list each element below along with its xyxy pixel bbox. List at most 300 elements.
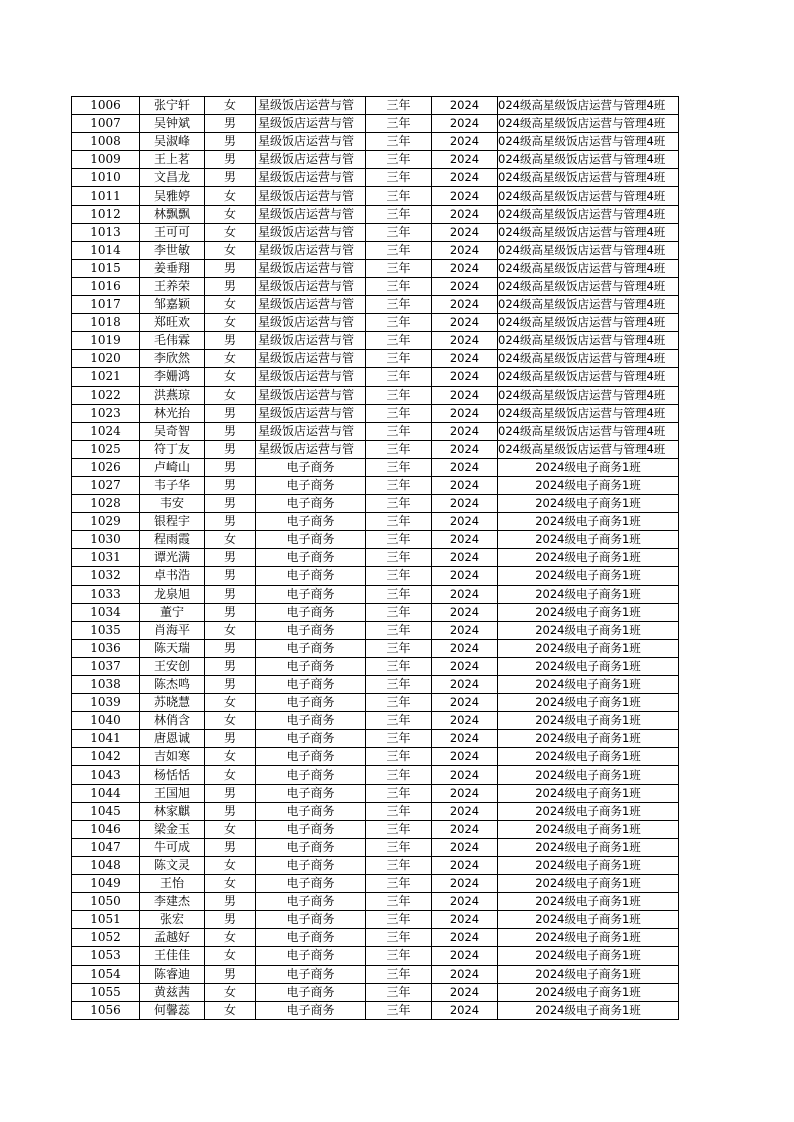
class-name-cell: 2024级电子商务1班 (498, 657, 679, 675)
table-row (72, 748, 679, 766)
table-row (72, 115, 679, 133)
grade-year-cell: 2024 (432, 567, 498, 585)
student-name-cell: 文昌龙 (140, 169, 205, 187)
duration-cell: 三年 (366, 458, 432, 476)
student-roster-table (71, 96, 679, 1020)
gender-cell: 女 (205, 531, 256, 549)
gender-cell: 女 (205, 241, 256, 259)
student-name-cell: 吴雅婷 (140, 187, 205, 205)
major-cell: 电子商务 (256, 965, 366, 983)
duration-cell: 三年 (366, 350, 432, 368)
student-name-cell: 邹嘉颖 (140, 296, 205, 314)
grade-year-cell: 2024 (432, 422, 498, 440)
duration-cell: 三年 (366, 694, 432, 712)
table-row (72, 350, 679, 368)
duration-cell: 三年 (366, 784, 432, 802)
class-name-cell: 2024级电子商务1班 (498, 549, 679, 567)
gender-cell: 男 (205, 585, 256, 603)
major-cell: 星级饭店运营与管 (256, 277, 366, 295)
duration-cell: 三年 (366, 730, 432, 748)
student-name-cell: 林飘飘 (140, 205, 205, 223)
table-row (72, 386, 679, 404)
grade-year-cell: 2024 (432, 621, 498, 639)
gender-cell: 男 (205, 549, 256, 567)
table-row (72, 422, 679, 440)
class-name-cell: 2024级电子商务1班 (498, 766, 679, 784)
grade-year-cell: 2024 (432, 784, 498, 802)
student-name-cell: 张宁轩 (140, 97, 205, 115)
class-name-cell: 024级高星级饭店运营与管理4班 (498, 223, 679, 241)
gender-cell: 女 (205, 766, 256, 784)
grade-year-cell: 2024 (432, 585, 498, 603)
gender-cell: 女 (205, 205, 256, 223)
major-cell: 星级饭店运营与管 (256, 350, 366, 368)
student-name-cell: 吉如寒 (140, 748, 205, 766)
table-row (72, 513, 679, 531)
student-name-cell: 王怡 (140, 875, 205, 893)
duration-cell: 三年 (366, 440, 432, 458)
major-cell: 电子商务 (256, 893, 366, 911)
major-cell: 电子商务 (256, 531, 366, 549)
table-row (72, 314, 679, 332)
student-name-cell: 毛伟霖 (140, 332, 205, 350)
grade-year-cell: 2024 (432, 513, 498, 531)
class-name-cell: 2024级电子商务1班 (498, 784, 679, 802)
student-id-cell: 1035 (72, 621, 140, 639)
class-name-cell: 2024级电子商务1班 (498, 911, 679, 929)
duration-cell: 三年 (366, 476, 432, 494)
student-name-cell: 卢崎山 (140, 458, 205, 476)
grade-year-cell: 2024 (432, 730, 498, 748)
student-id-cell: 1013 (72, 223, 140, 241)
table-row (72, 802, 679, 820)
student-id-cell: 1054 (72, 965, 140, 983)
student-name-cell: 姜垂翔 (140, 259, 205, 277)
duration-cell: 三年 (366, 205, 432, 223)
major-cell: 电子商务 (256, 820, 366, 838)
gender-cell: 男 (205, 838, 256, 856)
student-id-cell: 1022 (72, 386, 140, 404)
student-id-cell: 1052 (72, 929, 140, 947)
student-name-cell: 王佳佳 (140, 947, 205, 965)
student-name-cell: 韦子华 (140, 476, 205, 494)
table-row (72, 223, 679, 241)
gender-cell: 男 (205, 115, 256, 133)
student-id-cell: 1055 (72, 983, 140, 1001)
major-cell: 电子商务 (256, 621, 366, 639)
grade-year-cell: 2024 (432, 983, 498, 1001)
major-cell: 星级饭店运营与管 (256, 259, 366, 277)
major-cell: 电子商务 (256, 458, 366, 476)
major-cell: 电子商务 (256, 694, 366, 712)
student-id-cell: 1032 (72, 567, 140, 585)
duration-cell: 三年 (366, 187, 432, 205)
major-cell: 星级饭店运营与管 (256, 422, 366, 440)
gender-cell: 女 (205, 875, 256, 893)
student-id-cell: 1007 (72, 115, 140, 133)
duration-cell: 三年 (366, 965, 432, 983)
major-cell: 电子商务 (256, 657, 366, 675)
major-cell: 星级饭店运营与管 (256, 187, 366, 205)
class-name-cell: 2024级电子商务1班 (498, 603, 679, 621)
gender-cell: 女 (205, 187, 256, 205)
class-name-cell: 2024级电子商务1班 (498, 531, 679, 549)
student-id-cell: 1048 (72, 856, 140, 874)
class-name-cell: 2024级电子商务1班 (498, 567, 679, 585)
table-row (72, 476, 679, 494)
student-id-cell: 1020 (72, 350, 140, 368)
duration-cell: 三年 (366, 531, 432, 549)
student-id-cell: 1010 (72, 169, 140, 187)
class-name-cell: 024级高星级饭店运营与管理4班 (498, 97, 679, 115)
duration-cell: 三年 (366, 223, 432, 241)
student-id-cell: 1011 (72, 187, 140, 205)
student-name-cell: 林光抬 (140, 404, 205, 422)
table-row (72, 929, 679, 947)
class-name-cell: 2024级电子商务1班 (498, 495, 679, 513)
duration-cell: 三年 (366, 549, 432, 567)
student-name-cell: 唐恩诚 (140, 730, 205, 748)
student-id-cell: 1043 (72, 766, 140, 784)
student-name-cell: 陈睿迪 (140, 965, 205, 983)
duration-cell: 三年 (366, 676, 432, 694)
major-cell: 电子商务 (256, 929, 366, 947)
table-row (72, 169, 679, 187)
student-id-cell: 1026 (72, 458, 140, 476)
duration-cell: 三年 (366, 621, 432, 639)
student-name-cell: 李世敏 (140, 241, 205, 259)
student-name-cell: 王上茗 (140, 151, 205, 169)
class-name-cell: 2024级电子商务1班 (498, 947, 679, 965)
major-cell: 电子商务 (256, 513, 366, 531)
major-cell: 电子商务 (256, 875, 366, 893)
gender-cell: 男 (205, 639, 256, 657)
class-name-cell: 2024级电子商务1班 (498, 621, 679, 639)
student-id-cell: 1038 (72, 676, 140, 694)
student-id-cell: 1039 (72, 694, 140, 712)
student-name-cell: 张宏 (140, 911, 205, 929)
table-row (72, 205, 679, 223)
grade-year-cell: 2024 (432, 802, 498, 820)
duration-cell: 三年 (366, 1001, 432, 1019)
student-id-cell: 1009 (72, 151, 140, 169)
student-id-cell: 1016 (72, 277, 140, 295)
major-cell: 星级饭店运营与管 (256, 314, 366, 332)
duration-cell: 三年 (366, 386, 432, 404)
grade-year-cell: 2024 (432, 187, 498, 205)
major-cell: 电子商务 (256, 838, 366, 856)
gender-cell: 男 (205, 440, 256, 458)
major-cell: 电子商务 (256, 585, 366, 603)
gender-cell: 男 (205, 802, 256, 820)
major-cell: 星级饭店运营与管 (256, 133, 366, 151)
grade-year-cell: 2024 (432, 694, 498, 712)
class-name-cell: 2024级电子商务1班 (498, 893, 679, 911)
student-id-cell: 1053 (72, 947, 140, 965)
major-cell: 电子商务 (256, 567, 366, 585)
class-name-cell: 024级高星级饭店运营与管理4班 (498, 277, 679, 295)
student-id-cell: 1024 (72, 422, 140, 440)
class-name-cell: 024级高星级饭店运营与管理4班 (498, 296, 679, 314)
duration-cell: 三年 (366, 259, 432, 277)
duration-cell: 三年 (366, 314, 432, 332)
major-cell: 电子商务 (256, 947, 366, 965)
table-row (72, 531, 679, 549)
class-name-cell: 024级高星级饭店运营与管理4班 (498, 422, 679, 440)
gender-cell: 男 (205, 495, 256, 513)
table-row (72, 332, 679, 350)
duration-cell: 三年 (366, 277, 432, 295)
student-id-cell: 1025 (72, 440, 140, 458)
class-name-cell: 2024级电子商务1班 (498, 838, 679, 856)
student-name-cell: 孟越好 (140, 929, 205, 947)
student-name-cell: 洪燕琼 (140, 386, 205, 404)
grade-year-cell: 2024 (432, 205, 498, 223)
grade-year-cell: 2024 (432, 458, 498, 476)
class-name-cell: 2024级电子商务1班 (498, 513, 679, 531)
gender-cell: 女 (205, 386, 256, 404)
grade-year-cell: 2024 (432, 404, 498, 422)
table-row (72, 259, 679, 277)
major-cell: 电子商务 (256, 784, 366, 802)
grade-year-cell: 2024 (432, 965, 498, 983)
student-name-cell: 吴淑峰 (140, 133, 205, 151)
gender-cell: 女 (205, 314, 256, 332)
duration-cell: 三年 (366, 657, 432, 675)
class-name-cell: 2024级电子商务1班 (498, 639, 679, 657)
grade-year-cell: 2024 (432, 1001, 498, 1019)
duration-cell: 三年 (366, 603, 432, 621)
grade-year-cell: 2024 (432, 133, 498, 151)
table-row (72, 893, 679, 911)
class-name-cell: 2024级电子商务1班 (498, 730, 679, 748)
student-name-cell: 黄兹茜 (140, 983, 205, 1001)
grade-year-cell: 2024 (432, 766, 498, 784)
grade-year-cell: 2024 (432, 603, 498, 621)
table-row (72, 730, 679, 748)
duration-cell: 三年 (366, 585, 432, 603)
student-name-cell: 王国旭 (140, 784, 205, 802)
major-cell: 星级饭店运营与管 (256, 205, 366, 223)
class-name-cell: 024级高星级饭店运营与管理4班 (498, 314, 679, 332)
gender-cell: 女 (205, 856, 256, 874)
grade-year-cell: 2024 (432, 169, 498, 187)
roster-body (72, 97, 679, 1020)
major-cell: 电子商务 (256, 1001, 366, 1019)
student-name-cell: 董宁 (140, 603, 205, 621)
grade-year-cell: 2024 (432, 893, 498, 911)
major-cell: 星级饭店运营与管 (256, 332, 366, 350)
duration-cell: 三年 (366, 820, 432, 838)
student-id-cell: 1046 (72, 820, 140, 838)
duration-cell: 三年 (366, 875, 432, 893)
student-id-cell: 1036 (72, 639, 140, 657)
grade-year-cell: 2024 (432, 838, 498, 856)
student-name-cell: 韦安 (140, 495, 205, 513)
student-name-cell: 何馨蕊 (140, 1001, 205, 1019)
class-name-cell: 024级高星级饭店运营与管理4班 (498, 386, 679, 404)
student-name-cell: 程雨霞 (140, 531, 205, 549)
major-cell: 电子商务 (256, 766, 366, 784)
class-name-cell: 024级高星级饭店运营与管理4班 (498, 440, 679, 458)
major-cell: 电子商务 (256, 911, 366, 929)
table-row (72, 766, 679, 784)
student-id-cell: 1018 (72, 314, 140, 332)
table-row (72, 603, 679, 621)
table-row (72, 676, 679, 694)
class-name-cell: 024级高星级饭店运营与管理4班 (498, 350, 679, 368)
duration-cell: 三年 (366, 893, 432, 911)
duration-cell: 三年 (366, 495, 432, 513)
major-cell: 星级饭店运营与管 (256, 440, 366, 458)
class-name-cell: 2024级电子商务1班 (498, 820, 679, 838)
grade-year-cell: 2024 (432, 929, 498, 947)
duration-cell: 三年 (366, 947, 432, 965)
class-name-cell: 024级高星级饭店运营与管理4班 (498, 151, 679, 169)
gender-cell: 男 (205, 404, 256, 422)
grade-year-cell: 2024 (432, 495, 498, 513)
student-id-cell: 1034 (72, 603, 140, 621)
gender-cell: 男 (205, 730, 256, 748)
table-row (72, 639, 679, 657)
class-name-cell: 024级高星级饭店运营与管理4班 (498, 187, 679, 205)
grade-year-cell: 2024 (432, 856, 498, 874)
table-row (72, 368, 679, 386)
gender-cell: 女 (205, 983, 256, 1001)
grade-year-cell: 2024 (432, 712, 498, 730)
student-id-cell: 1042 (72, 748, 140, 766)
gender-cell: 男 (205, 513, 256, 531)
student-id-cell: 1031 (72, 549, 140, 567)
duration-cell: 三年 (366, 97, 432, 115)
duration-cell: 三年 (366, 404, 432, 422)
major-cell: 电子商务 (256, 748, 366, 766)
student-id-cell: 1019 (72, 332, 140, 350)
table-row (72, 947, 679, 965)
student-id-cell: 1006 (72, 97, 140, 115)
student-id-cell: 1023 (72, 404, 140, 422)
student-name-cell: 郑旺欢 (140, 314, 205, 332)
duration-cell: 三年 (366, 513, 432, 531)
student-name-cell: 符丁友 (140, 440, 205, 458)
gender-cell: 女 (205, 97, 256, 115)
class-name-cell: 2024级电子商务1班 (498, 856, 679, 874)
gender-cell: 男 (205, 169, 256, 187)
table-row (72, 585, 679, 603)
gender-cell: 男 (205, 784, 256, 802)
student-name-cell: 肖海平 (140, 621, 205, 639)
major-cell: 电子商务 (256, 603, 366, 621)
table-row (72, 97, 679, 115)
table-row (72, 440, 679, 458)
table-row (72, 458, 679, 476)
grade-year-cell: 2024 (432, 549, 498, 567)
gender-cell: 男 (205, 458, 256, 476)
gender-cell: 女 (205, 694, 256, 712)
class-name-cell: 024级高星级饭店运营与管理4班 (498, 332, 679, 350)
class-name-cell: 024级高星级饭店运营与管理4班 (498, 259, 679, 277)
student-id-cell: 1044 (72, 784, 140, 802)
duration-cell: 三年 (366, 983, 432, 1001)
grade-year-cell: 2024 (432, 531, 498, 549)
table-row (72, 187, 679, 205)
major-cell: 电子商务 (256, 676, 366, 694)
class-name-cell: 2024级电子商务1班 (498, 476, 679, 494)
major-cell: 星级饭店运营与管 (256, 151, 366, 169)
student-id-cell: 1017 (72, 296, 140, 314)
major-cell: 电子商务 (256, 549, 366, 567)
duration-cell: 三年 (366, 115, 432, 133)
student-name-cell: 李姗鸿 (140, 368, 205, 386)
table-row (72, 965, 679, 983)
student-name-cell: 牛可成 (140, 838, 205, 856)
table-row (72, 784, 679, 802)
table-row (72, 712, 679, 730)
gender-cell: 女 (205, 748, 256, 766)
student-id-cell: 1014 (72, 241, 140, 259)
duration-cell: 三年 (366, 802, 432, 820)
grade-year-cell: 2024 (432, 368, 498, 386)
duration-cell: 三年 (366, 856, 432, 874)
table-row (72, 549, 679, 567)
table-row (72, 983, 679, 1001)
major-cell: 电子商务 (256, 856, 366, 874)
gender-cell: 女 (205, 947, 256, 965)
duration-cell: 三年 (366, 766, 432, 784)
table-row (72, 133, 679, 151)
class-name-cell: 2024级电子商务1班 (498, 585, 679, 603)
student-id-cell: 1030 (72, 531, 140, 549)
major-cell: 星级饭店运营与管 (256, 296, 366, 314)
major-cell: 星级饭店运营与管 (256, 368, 366, 386)
gender-cell: 男 (205, 259, 256, 277)
student-id-cell: 1015 (72, 259, 140, 277)
duration-cell: 三年 (366, 911, 432, 929)
student-id-cell: 1056 (72, 1001, 140, 1019)
class-name-cell: 2024级电子商务1班 (498, 676, 679, 694)
grade-year-cell: 2024 (432, 350, 498, 368)
class-name-cell: 024级高星级饭店运营与管理4班 (498, 241, 679, 259)
duration-cell: 三年 (366, 151, 432, 169)
gender-cell: 男 (205, 133, 256, 151)
duration-cell: 三年 (366, 639, 432, 657)
gender-cell: 男 (205, 603, 256, 621)
student-name-cell: 林家麒 (140, 802, 205, 820)
grade-year-cell: 2024 (432, 748, 498, 766)
major-cell: 星级饭店运营与管 (256, 386, 366, 404)
table-row (72, 151, 679, 169)
student-name-cell: 王养荣 (140, 277, 205, 295)
student-name-cell: 梁金玉 (140, 820, 205, 838)
table-row (72, 838, 679, 856)
duration-cell: 三年 (366, 567, 432, 585)
student-id-cell: 1029 (72, 513, 140, 531)
class-name-cell: 2024级电子商务1班 (498, 929, 679, 947)
student-id-cell: 1037 (72, 657, 140, 675)
student-id-cell: 1041 (72, 730, 140, 748)
table-row (72, 277, 679, 295)
class-name-cell: 2024级电子商务1班 (498, 965, 679, 983)
major-cell: 电子商务 (256, 802, 366, 820)
student-id-cell: 1050 (72, 893, 140, 911)
major-cell: 星级饭店运营与管 (256, 115, 366, 133)
gender-cell: 男 (205, 277, 256, 295)
gender-cell: 女 (205, 350, 256, 368)
student-id-cell: 1047 (72, 838, 140, 856)
table-row (72, 241, 679, 259)
grade-year-cell: 2024 (432, 386, 498, 404)
student-name-cell: 苏晓慧 (140, 694, 205, 712)
